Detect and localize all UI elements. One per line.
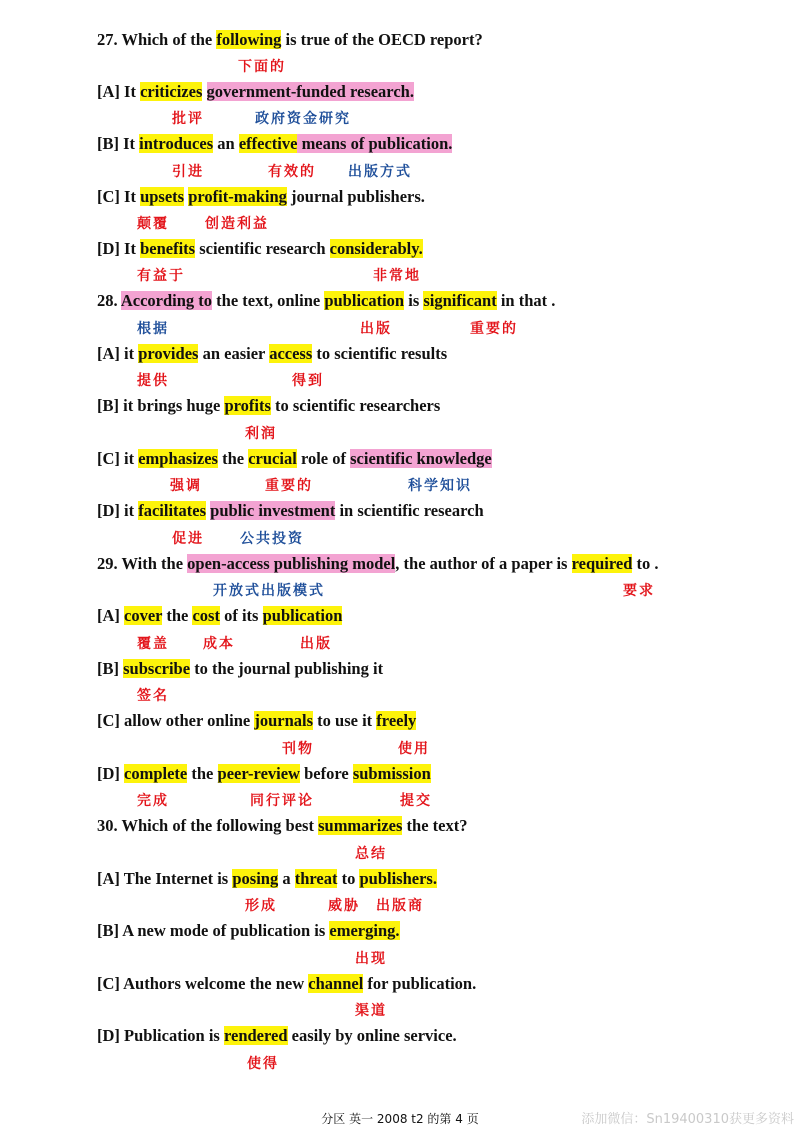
handwritten-annotation: 开放式出版模式	[213, 583, 325, 599]
text-segment	[202, 82, 206, 101]
handwritten-annotation: 批评	[172, 111, 204, 127]
text-segment: [A]	[97, 606, 125, 625]
handwritten-annotation: 颠覆	[137, 216, 169, 232]
question-line	[0, 342, 800, 366]
text-segment: 30. Which of the following best	[97, 816, 319, 835]
highlighted-phrase: provides	[138, 344, 199, 363]
highlighted-phrase: publication	[324, 291, 405, 310]
text-segment: [C] Authors welcome the new	[97, 974, 309, 993]
question-line	[0, 657, 800, 681]
highlighted-phrase: publishers.	[359, 869, 437, 888]
text-segment: [A] It	[97, 82, 141, 101]
text-segment: to the journal publishing it	[190, 659, 384, 678]
highlighted-phrase: freely	[376, 711, 417, 730]
highlighted-phrase: public investment	[210, 501, 336, 520]
question-line	[0, 552, 800, 576]
handwritten-annotation: 下面的	[238, 59, 286, 75]
highlighted-phrase: profit-making	[188, 187, 287, 206]
highlighted-phrase: cost	[192, 606, 220, 625]
text-segment: 27. Which of the	[97, 30, 217, 49]
text-segment: [B] It	[97, 134, 140, 153]
question-line	[0, 919, 800, 943]
highlighted-phrase: benefits	[140, 239, 196, 258]
handwritten-annotation: 出版	[360, 321, 392, 337]
text-segment: the text, online	[212, 291, 325, 310]
question-line	[0, 972, 800, 996]
question-line	[0, 394, 800, 418]
text-segment: [C] allow other online	[97, 711, 255, 730]
highlighted-phrase: required	[571, 554, 633, 573]
text-segment: the text?	[402, 816, 468, 835]
handwritten-annotation: 渠道	[355, 1003, 387, 1019]
handwritten-annotation: 出版	[300, 636, 332, 652]
handwritten-annotation: 同行评论	[250, 793, 314, 809]
highlighted-phrase: introduces	[139, 134, 214, 153]
handwritten-annotation: 得到	[292, 373, 324, 389]
text-segment: [C] it	[97, 449, 139, 468]
handwritten-annotation: 有益于	[137, 268, 185, 284]
highlighted-phrase: rendered	[223, 1026, 288, 1045]
text-segment: before	[299, 764, 353, 783]
text-segment: [B] it brings huge	[97, 396, 225, 415]
question-line	[0, 289, 800, 313]
highlighted-phrase: subscribe	[123, 659, 191, 678]
text-segment: an	[213, 134, 239, 153]
text-segment: in that .	[496, 291, 556, 310]
text-segment: the	[187, 764, 218, 783]
question-line	[0, 867, 800, 891]
handwritten-annotation: 政府资金研究	[255, 111, 351, 127]
text-segment: scientific research	[195, 239, 330, 258]
question-line	[0, 499, 800, 523]
highlighted-phrase: scientific knowledge	[350, 449, 492, 468]
handwritten-annotation: 形成	[245, 898, 277, 914]
text-segment: the	[217, 449, 249, 468]
question-line	[0, 28, 800, 52]
handwritten-annotation: 强调	[170, 478, 202, 494]
highlighted-phrase: considerably.	[329, 239, 423, 258]
text-segment: [A] it	[97, 344, 139, 363]
text-segment: an easier	[198, 344, 270, 363]
highlighted-phrase: upsets	[140, 187, 185, 206]
text-segment: 28.	[97, 291, 121, 310]
highlighted-phrase: means of publication.	[297, 134, 453, 153]
highlighted-phrase: facilitates	[138, 501, 207, 520]
highlighted-phrase: emerging.	[329, 921, 400, 940]
highlighted-phrase: submission	[352, 764, 431, 783]
question-line	[0, 709, 800, 733]
text-segment: the	[162, 606, 193, 625]
text-segment: easily by online service.	[287, 1026, 457, 1045]
handwritten-annotation: 引进	[172, 164, 204, 180]
handwritten-annotation: 完成	[137, 793, 169, 809]
text-segment: in scientific research	[335, 501, 484, 520]
text-segment: [D] Publication is	[97, 1026, 224, 1045]
highlighted-phrase: government-funded research.	[206, 82, 414, 101]
handwritten-annotation: 提交	[400, 793, 432, 809]
handwritten-annotation: 刊物	[282, 741, 314, 757]
text-segment: for publication.	[363, 974, 477, 993]
highlighted-phrase: significant	[423, 291, 497, 310]
question-line	[0, 814, 800, 838]
handwritten-annotation: 重要的	[265, 478, 313, 494]
handwritten-annotation: 根据	[137, 321, 169, 337]
highlighted-phrase: summarizes	[318, 816, 403, 835]
text-segment: [B]	[97, 659, 124, 678]
text-segment: role of	[296, 449, 351, 468]
question-line	[0, 80, 800, 104]
handwritten-annotation: 成本	[203, 636, 235, 652]
text-segment: [D] it	[97, 501, 139, 520]
handwritten-annotation: 总结	[355, 846, 387, 862]
text-segment: to .	[632, 554, 659, 573]
highlighted-phrase: crucial	[248, 449, 297, 468]
handwritten-annotation: 提供	[137, 373, 169, 389]
handwritten-annotation: 促进	[172, 531, 204, 547]
page-footer: 分区 英一 2008 t2 的第 4 页	[321, 1112, 479, 1126]
text-segment: a	[278, 869, 295, 888]
highlighted-phrase: profits	[224, 396, 271, 415]
highlighted-phrase: access	[269, 344, 313, 363]
text-segment: to scientific results	[312, 344, 448, 363]
handwritten-annotation: 覆盖	[137, 636, 169, 652]
highlighted-phrase: publication	[262, 606, 343, 625]
text-segment: to scientific researchers	[270, 396, 441, 415]
question-line	[0, 447, 800, 471]
handwritten-annotation: 威胁	[328, 898, 360, 914]
question-line	[0, 237, 800, 261]
handwritten-annotation: 公共投资	[240, 531, 304, 547]
handwritten-annotation: 使用	[398, 741, 430, 757]
handwritten-annotation: 出版方式	[348, 164, 412, 180]
text-segment: , the author of a paper is	[395, 554, 572, 573]
text-segment: [A] The Internet is	[97, 869, 233, 888]
highlighted-phrase: emphasizes	[138, 449, 218, 468]
highlighted-phrase: journals	[254, 711, 314, 730]
highlighted-phrase: open-access publishing model	[187, 554, 396, 573]
highlighted-phrase: channel	[308, 974, 364, 993]
highlighted-phrase: criticizes	[140, 82, 203, 101]
text-segment: is true of the OECD report?	[281, 30, 483, 49]
question-line	[0, 604, 800, 628]
handwritten-annotation: 出版商	[376, 898, 424, 914]
handwritten-annotation: 非常地	[373, 268, 421, 284]
highlighted-phrase: posing	[232, 869, 279, 888]
highlighted-phrase: complete	[124, 764, 188, 783]
highlighted-phrase: following	[216, 30, 282, 49]
text-segment: [D]	[97, 764, 125, 783]
highlighted-phrase: threat	[294, 869, 338, 888]
handwritten-annotation: 有效的	[268, 164, 316, 180]
highlighted-phrase: According to	[120, 291, 213, 310]
handwritten-annotation: 使得	[247, 1056, 279, 1072]
text-segment: [B] A new mode of publication is	[97, 921, 330, 940]
question-line	[0, 132, 800, 156]
text-segment: to use it	[313, 711, 377, 730]
handwritten-annotation: 出现	[355, 951, 387, 967]
text-segment: of its	[219, 606, 263, 625]
highlighted-phrase: cover	[124, 606, 163, 625]
handwritten-annotation: 利润	[245, 426, 277, 442]
watermark-text: 添加微信：Sn19400310获更多资料	[581, 1112, 794, 1127]
handwritten-annotation: 科学知识	[408, 478, 472, 494]
question-line	[0, 1024, 800, 1048]
text-segment: to	[337, 869, 360, 888]
text-segment: [D] It	[97, 239, 141, 258]
handwritten-annotation: 要求	[623, 583, 655, 599]
handwritten-annotation: 签名	[137, 688, 169, 704]
handwritten-annotation: 创造利益	[205, 216, 269, 232]
text-segment: journal publishers.	[286, 187, 425, 206]
text-segment: [C] It	[97, 187, 141, 206]
text-segment: 29. With the	[97, 554, 188, 573]
handwritten-annotation: 重要的	[470, 321, 518, 337]
highlighted-phrase: effective	[238, 134, 298, 153]
question-line	[0, 185, 800, 209]
highlighted-phrase: peer-review	[217, 764, 300, 783]
question-line	[0, 762, 800, 786]
text-segment: is	[404, 291, 424, 310]
